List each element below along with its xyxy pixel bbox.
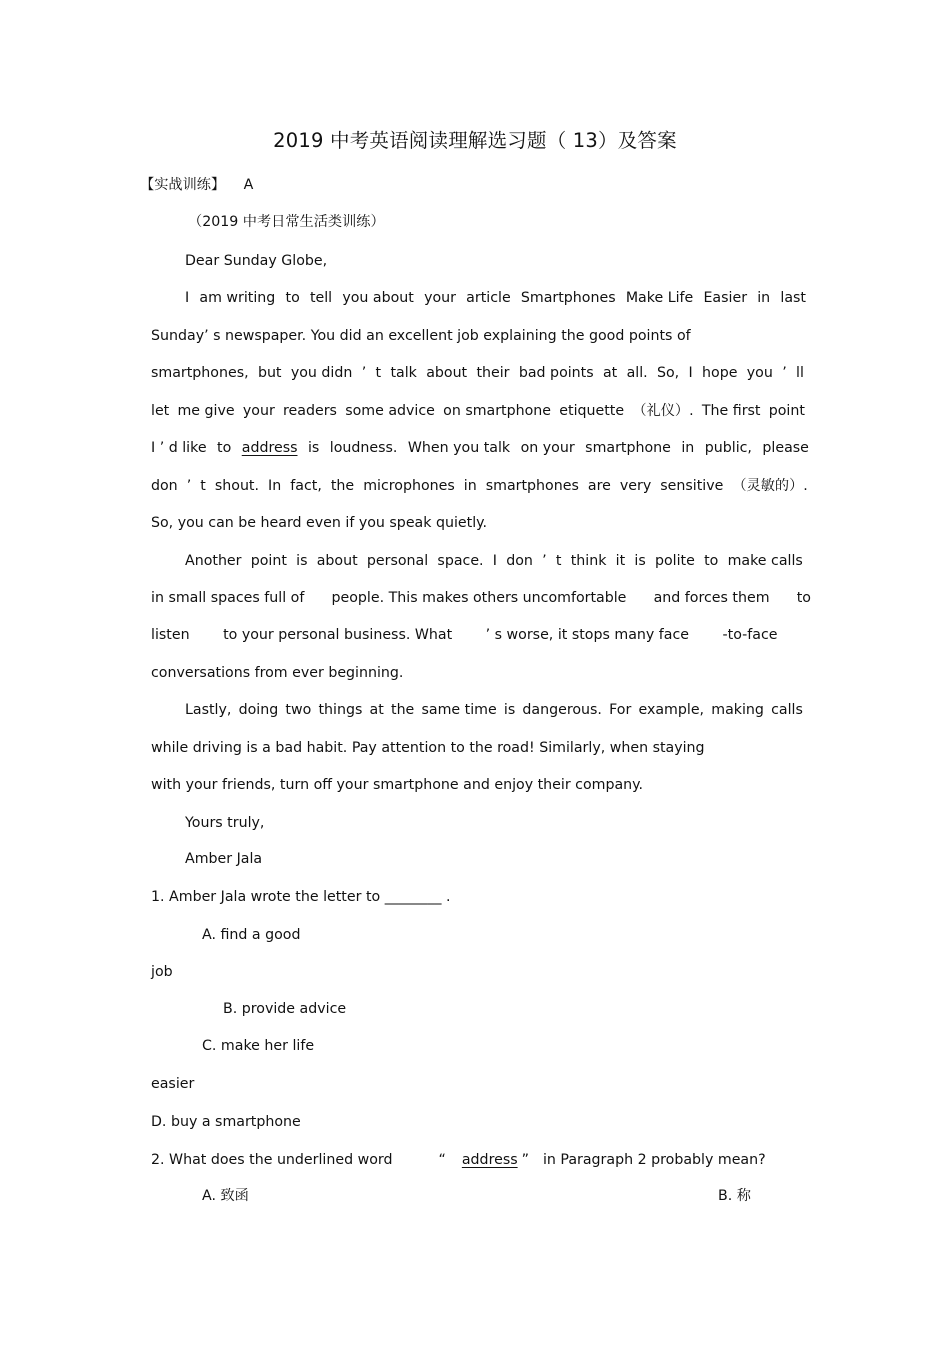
salutation: Dear Sunday Globe,	[185, 253, 328, 269]
text-token: I	[185, 290, 190, 306]
p1-line-7: So, you can be heard even if you speak quietly.	[151, 515, 488, 531]
text-token: but	[257, 365, 282, 381]
text-token: to	[285, 290, 300, 306]
q1-option-b: B. provide advice	[223, 1001, 347, 1017]
text-token: some advice	[345, 403, 435, 419]
text-token: polite	[654, 553, 695, 569]
text-token: making	[711, 702, 764, 718]
text-token: loudness.	[329, 440, 398, 456]
section-heading	[140, 176, 253, 194]
p3-line-1	[185, 701, 803, 719]
text-token: So,	[656, 365, 680, 381]
text-token: let	[151, 403, 170, 419]
text-token: in	[757, 290, 771, 306]
p2-line-4: conversations from ever beginning.	[151, 665, 404, 681]
text-token: space.	[437, 553, 484, 569]
text-token: dangerous.	[522, 702, 602, 718]
section-heading-label: 【实战训练】	[140, 177, 226, 193]
text-token: ’	[186, 478, 192, 494]
text-token: point	[768, 403, 805, 419]
text-token: at	[369, 702, 384, 718]
text-token: very	[619, 478, 652, 494]
text-token: ’	[361, 365, 367, 381]
text-token: at	[602, 365, 618, 381]
text-token: t	[200, 478, 206, 494]
text-token: -to-face	[722, 627, 778, 643]
text-token: example,	[638, 702, 705, 718]
text-token: am writing	[199, 290, 276, 306]
text-token: the	[330, 478, 355, 494]
text-token: in small spaces full of	[151, 590, 305, 606]
text-token: make calls	[727, 553, 803, 569]
text-token: smartphones	[485, 478, 579, 494]
text-token: things	[318, 702, 363, 718]
q1-option-c: C. make her life	[202, 1038, 315, 1054]
text-token: ’	[782, 365, 787, 381]
p1-line-5	[151, 439, 809, 457]
text-token: ’	[542, 553, 547, 569]
text-token: is	[296, 553, 308, 569]
text-token: （礼仪）.	[632, 403, 694, 419]
text-token: The first	[701, 403, 761, 419]
q2-option-a: A. 致函	[202, 1188, 249, 1204]
text-token: in	[681, 440, 695, 456]
text-token: public,	[704, 440, 752, 456]
text-token: it	[615, 553, 626, 569]
text-token: think	[570, 553, 607, 569]
text-token: Another	[185, 553, 242, 569]
text-token: For	[609, 702, 632, 718]
q2-option-b: B. 称	[718, 1188, 751, 1204]
text-token: article	[466, 290, 511, 306]
text-token: Make Life	[625, 290, 694, 306]
underlined-word-address: address	[241, 440, 298, 456]
p1-line-1	[185, 289, 806, 307]
text-token: in	[463, 478, 477, 494]
text-token: listen	[151, 627, 190, 643]
text-token: calls	[771, 702, 803, 718]
p1-line-2: Sunday’ s newspaper. You did an excellent job explaining the good points of	[151, 328, 691, 344]
text-token: hope	[702, 365, 738, 381]
text-token: the	[391, 702, 415, 718]
text-token: last	[780, 290, 806, 306]
text-token: your	[242, 403, 275, 419]
p2-line-3	[151, 626, 811, 644]
q1-option-a-cont: job	[151, 964, 173, 980]
p1-line-6	[151, 477, 808, 495]
text-token: is	[307, 440, 320, 456]
page-title: 2019 中考英语阅读理解选习题（ 13）及答案	[273, 129, 677, 152]
text-token: shout.	[214, 478, 260, 494]
text-token: fact,	[290, 478, 322, 494]
text-token: sensitive	[660, 478, 724, 494]
signature: Amber Jala	[185, 851, 263, 867]
q2-stem: 2. What does the underlined word “ address ” in Paragraph 2 probably mean?	[151, 1152, 766, 1168]
text-token: personal	[366, 553, 429, 569]
q2-underlined-word: address	[461, 1152, 518, 1168]
text-token: I	[492, 553, 497, 569]
text-token: t	[375, 365, 382, 381]
text-token: don	[151, 478, 178, 494]
q1-stem: 1. Amber Jala wrote the letter to ________ .	[151, 889, 451, 905]
subheading: （2019 中考日常生活类训练）	[188, 214, 385, 230]
text-token: readers	[283, 403, 337, 419]
text-token: your	[424, 290, 456, 306]
text-token: Smartphones	[520, 290, 616, 306]
text-token: are	[587, 478, 611, 494]
text-token: to	[704, 553, 719, 569]
text-token: t	[555, 553, 562, 569]
text-token: to	[796, 590, 811, 606]
text-token: （灵敏的）.	[732, 478, 808, 494]
text-token: bad points	[518, 365, 594, 381]
p2-line-2	[151, 589, 811, 607]
text-token: smartphones,	[151, 365, 249, 381]
q1-option-d: D. buy a smartphone	[151, 1114, 301, 1130]
text-token: Lastly,	[185, 702, 232, 718]
p1-line-4	[151, 402, 805, 420]
text-token: ’ s worse, it stops many face	[485, 627, 690, 643]
text-token: on smartphone	[443, 403, 552, 419]
text-token: is	[503, 702, 516, 718]
p2-line-1	[185, 552, 803, 570]
text-token: tell	[309, 290, 333, 306]
text-token: Easier	[703, 290, 748, 306]
text-token: smartphone	[585, 440, 671, 456]
text-token: you didn	[290, 365, 353, 381]
text-token: I	[688, 365, 693, 381]
q1-option-c-cont: easier	[151, 1076, 195, 1092]
text-token: same time	[421, 702, 497, 718]
text-token: to	[217, 440, 232, 456]
p3-line-2: while driving is a bad habit. Pay attention to the road! Similarly, when staying	[151, 740, 705, 756]
text-token: about	[426, 365, 468, 381]
text-token: please	[762, 440, 809, 456]
text-token: you	[746, 365, 773, 381]
text-token: I ’ d like	[151, 440, 207, 456]
text-token: about	[316, 553, 358, 569]
text-token: etiquette	[559, 403, 625, 419]
q1-option-a: A. find a good	[202, 927, 301, 943]
text-token: on your	[520, 440, 575, 456]
text-token: ll	[796, 365, 804, 381]
text-token: microphones	[363, 478, 455, 494]
text-token: point	[250, 553, 287, 569]
text-token: people. This makes others uncomfortable	[331, 590, 627, 606]
text-token: When you talk	[407, 440, 511, 456]
text-token: is	[634, 553, 646, 569]
text-token: all.	[626, 365, 648, 381]
text-token: to your personal business. What	[223, 627, 453, 643]
text-token: don	[506, 553, 533, 569]
p3-line-3: with your friends, turn off your smartphone and enjoy their company.	[151, 777, 644, 793]
text-token: talk	[390, 365, 417, 381]
text-token: two	[285, 702, 312, 718]
section-letter: A	[243, 177, 254, 193]
text-token: you about	[342, 290, 414, 306]
text-token: their	[476, 365, 510, 381]
text-token: In	[268, 478, 282, 494]
text-token: me give	[177, 403, 235, 419]
p1-line-3	[151, 364, 804, 382]
closing: Yours truly,	[185, 815, 265, 831]
text-token: doing	[238, 702, 279, 718]
text-token: and forces them	[653, 590, 770, 606]
